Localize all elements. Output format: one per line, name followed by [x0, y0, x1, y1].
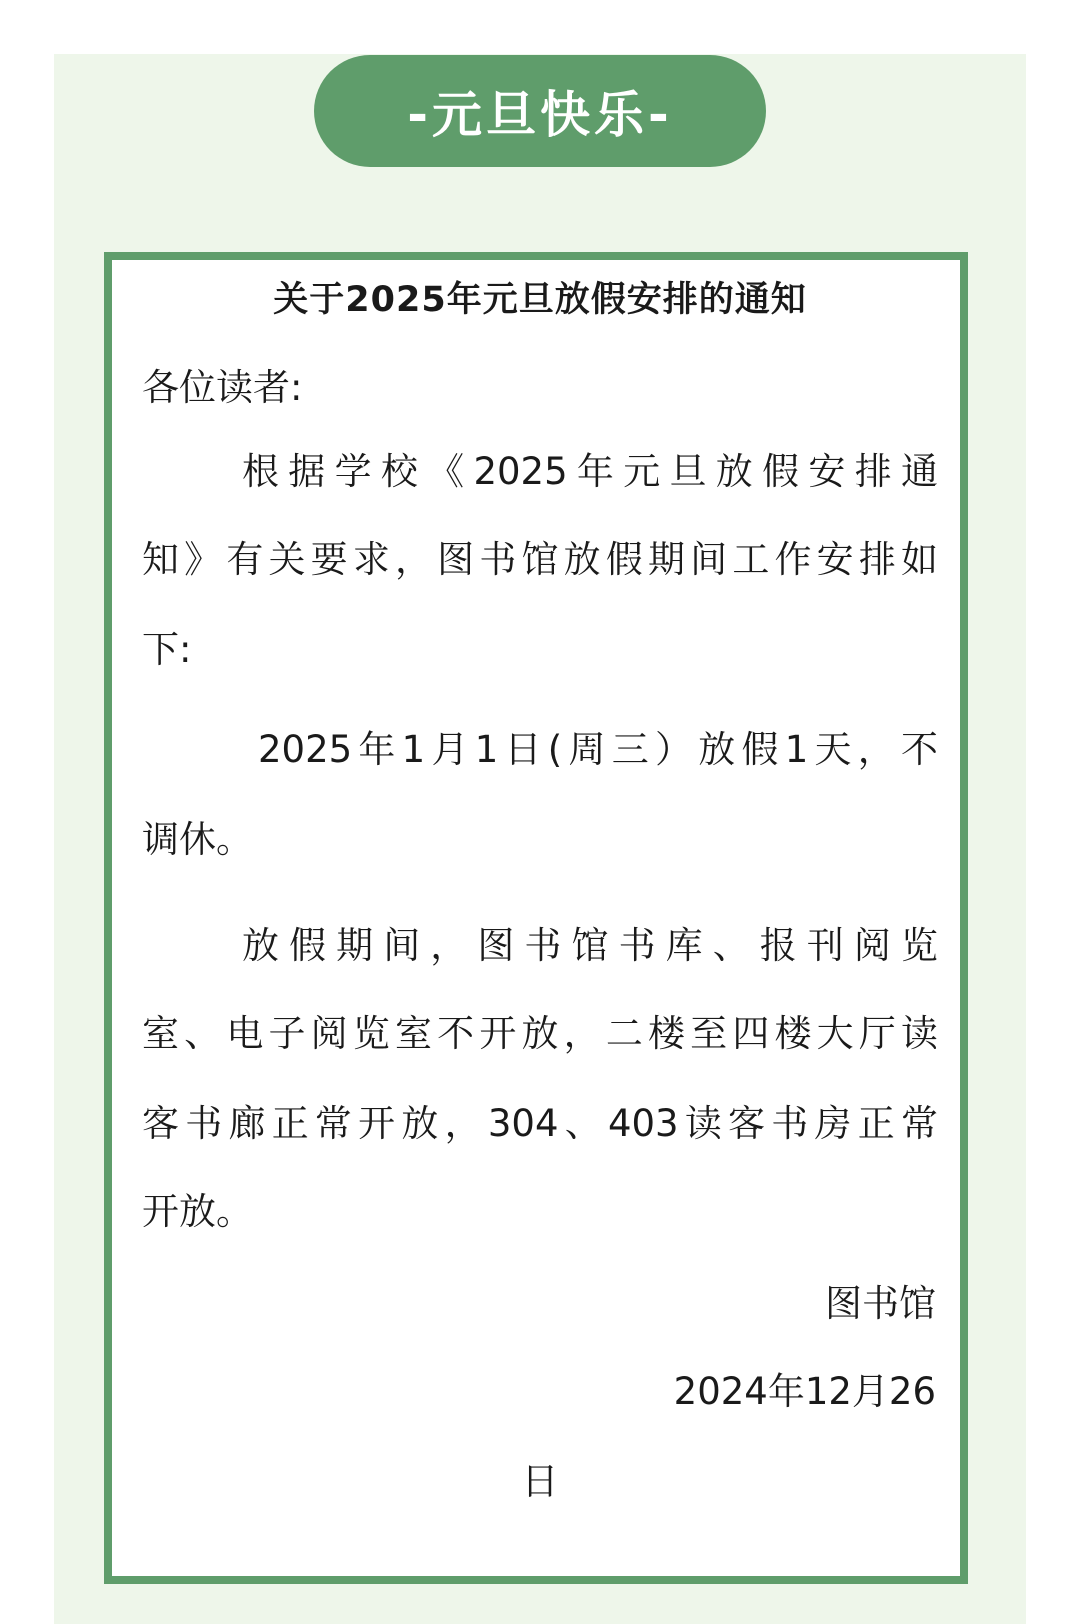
- signature: 图书馆: [825, 1282, 936, 1325]
- holiday-banner: [314, 55, 766, 167]
- date-line-1: 2024年12月26: [673, 1370, 936, 1413]
- paragraph-2-line-2: 调休。: [142, 818, 253, 861]
- salutation: 各位读者:: [142, 366, 303, 409]
- paragraph-3-line-3: 客书廊正常开放，304、403读客书房正常: [142, 1102, 938, 1145]
- date-line-2: 日: [521, 1460, 559, 1503]
- paragraph-1-line-3: 下:: [142, 628, 192, 671]
- paragraph-3-line-1: 放假期间，图书馆书库、报刊阅览: [242, 924, 938, 967]
- paragraph-3-line-2: 室、电子阅览室不开放，二楼至四楼大厅读: [142, 1012, 938, 1055]
- holiday-banner-title: -元旦快乐-: [407, 86, 673, 144]
- paragraph-2-line-1: 2025年1月1日(周三）放假1天，不: [258, 728, 938, 771]
- paragraph-1-line-1: 根据学校《2025年元旦放假安排通: [242, 450, 938, 493]
- paragraph-3-line-4: 开放。: [142, 1190, 253, 1233]
- notice-heading: 关于2025年元旦放假安排的通知: [273, 280, 807, 320]
- paragraph-1-line-2: 知》有关要求，图书馆放假期间工作安排如: [142, 538, 938, 581]
